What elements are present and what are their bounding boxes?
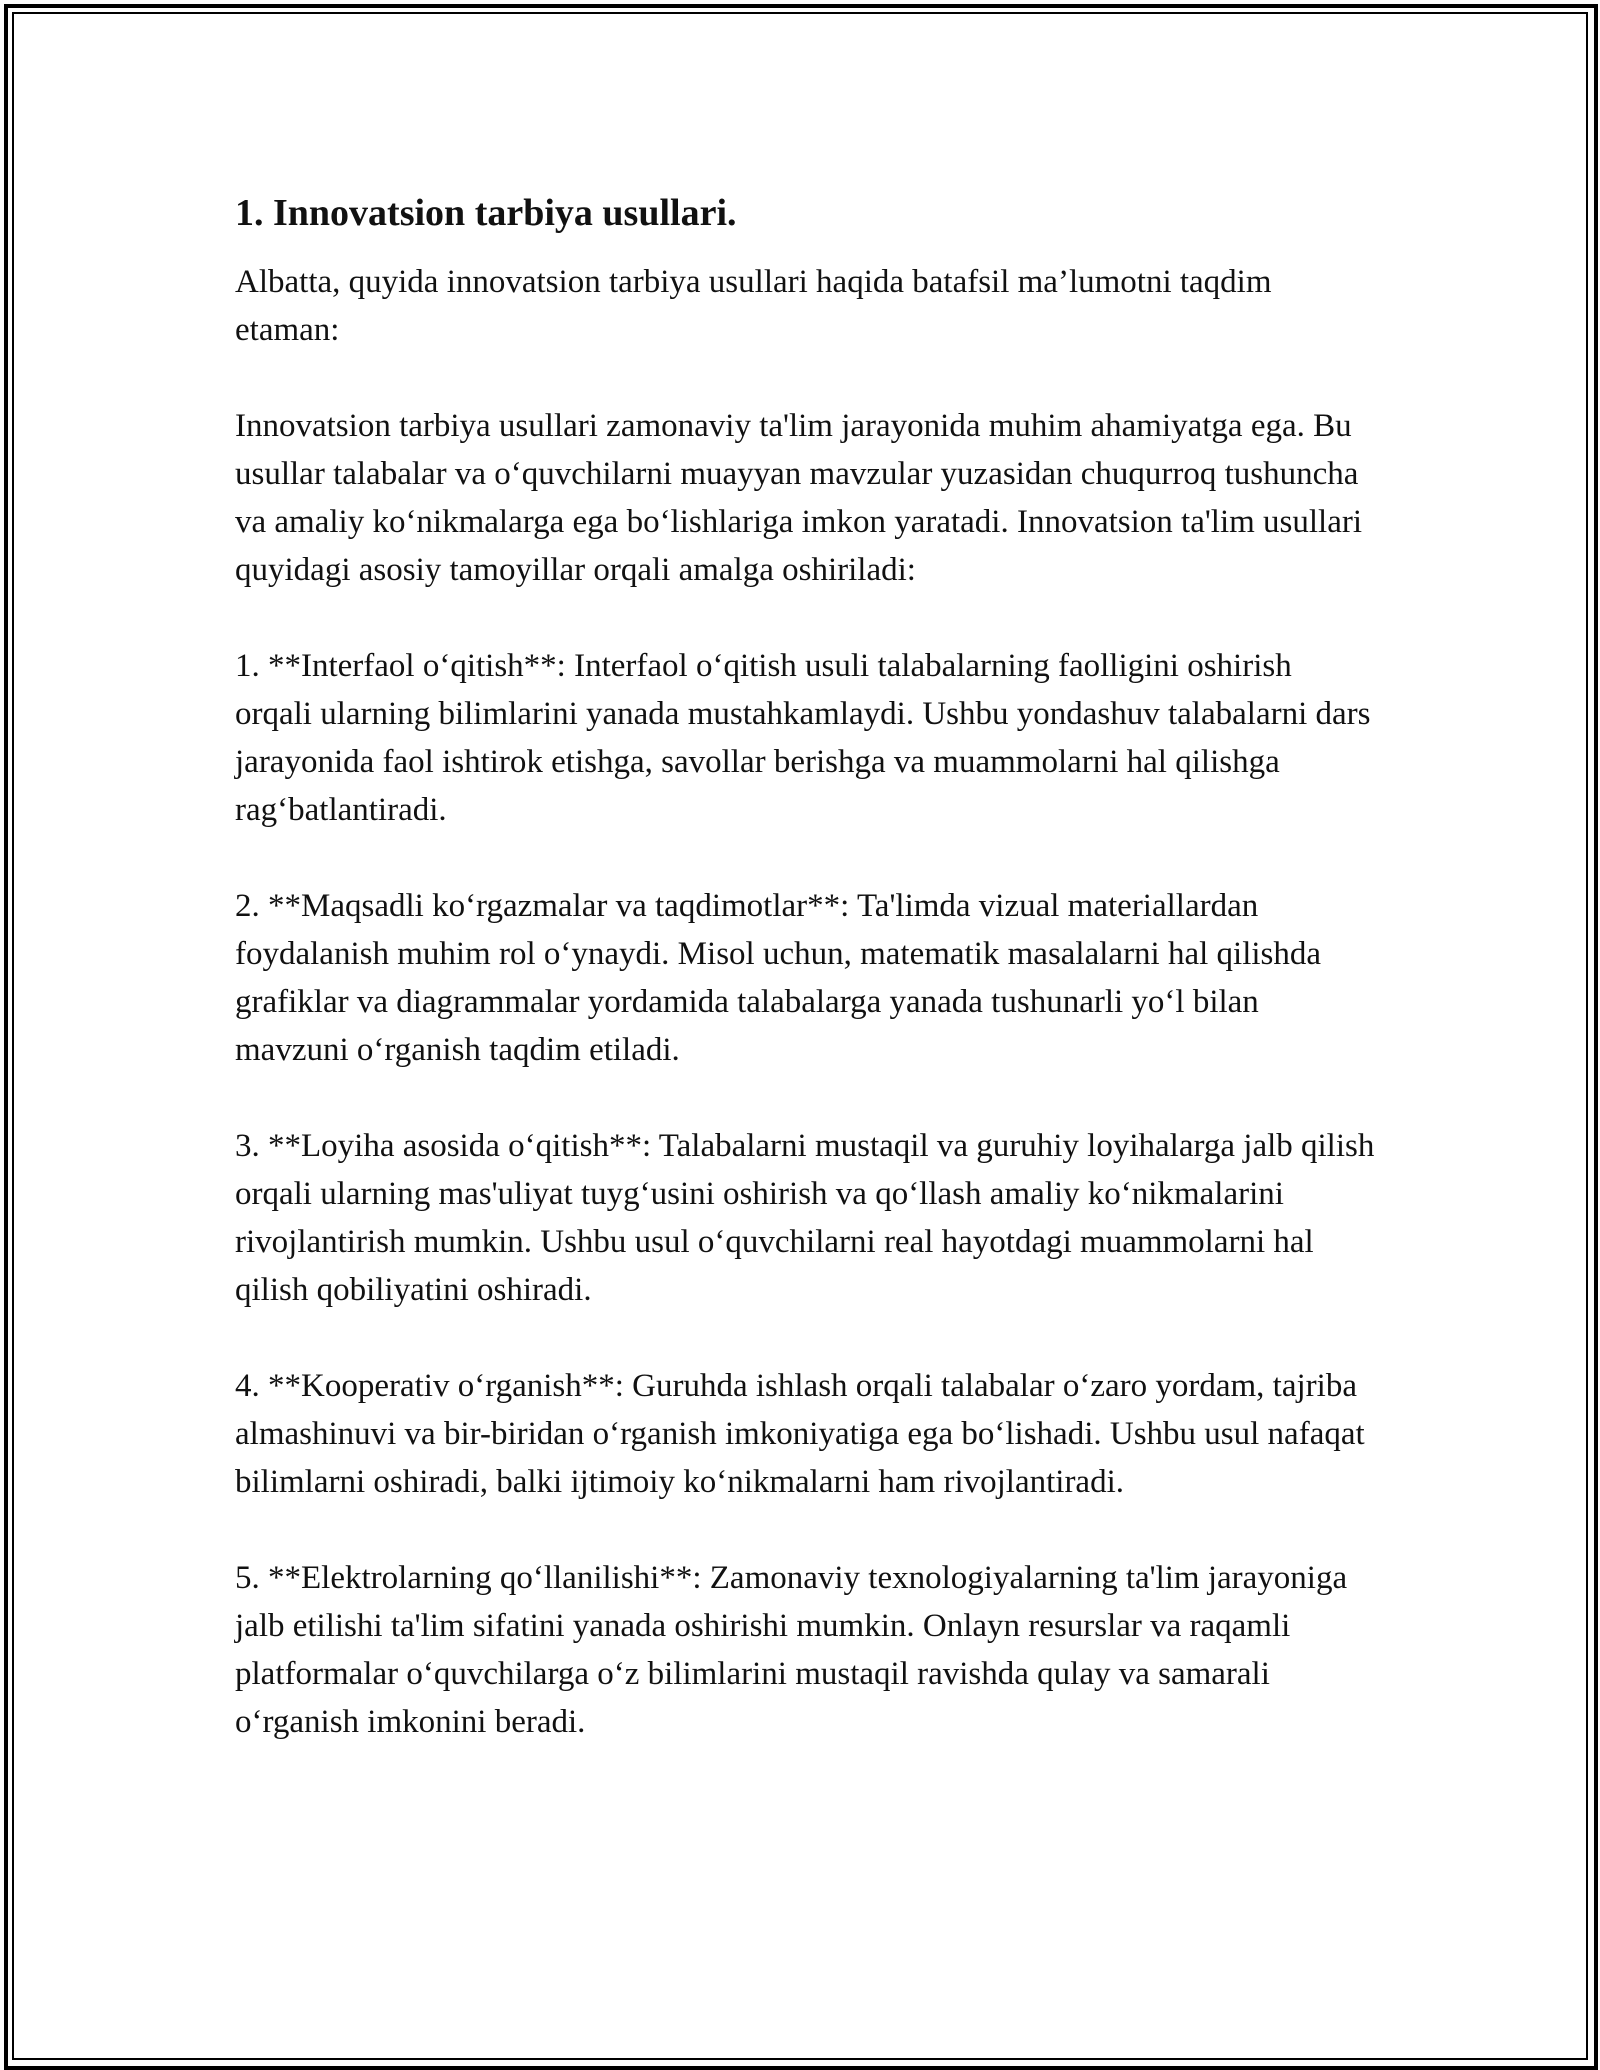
section-title: 1. Innovatsion tarbiya usullari.: [235, 192, 737, 234]
list-item-project-based-learning: 3. **Loyiha asosida o‘qitish**: Talabalarni mustaqil va guruhiy loyihalarga jalb qilish orqali ularning mas'uliyat tuyg‘usini oshirish va qo‘llash amaliy ko‘nikmalarini rivojlantirish mumkin. Ushbu usul o‘quvchilarni real hayotdagi muammolarni hal qilish qobiliyatini oshiradi.: [235, 1128, 1375, 1308]
overview-paragraph: Innovatsion tarbiya usullari zamonaviy ta'lim jarayonida muhim ahamiyatga ega. Bu usullar talabalar va o‘quvchilarni muayyan mavzular yuzasidan chuqurroq tushuncha va amaliy ko‘nikmalarga ega bo‘lishlariga imkon yaratadi. Innovatsion ta'lim usullari quyidagi asosiy tamoyillar orqali amalga oshiriladi:: [235, 408, 1363, 588]
list-item-visual-presentations: 2. **Maqsadli ko‘rgazmalar va taqdimotlar**: Ta'limda vizual materiallardan foydalanish muhim rol o‘ynaydi. Misol uchun, matematik masalalarni hal qilishda grafiklar va diagrammalar yordamida talabalarga yanada tushunarli yo‘l bilan mavzuni o‘rganish taqdim etiladi.: [235, 888, 1322, 1068]
list-item-cooperative-learning: 4. **Kooperativ o‘rganish**: Guruhda ishlash orqali talabalar o‘zaro yordam, tajriba almashinuvi va bir-biridan o‘rganish imkoniyatiga ega bo‘lishadi. Ushbu usul nafaqat bilimlarni oshiradi, balki ijtimoiy ko‘nikmalarni ham rivojlantiradi.: [235, 1368, 1365, 1500]
document-body: [235, 188, 1375, 1794]
list-item-electronic-tools: 5. **Elektrolarning qo‘llanilishi**: Zamonaviy texnologiyalarning ta'lim jarayoniga jalb etilishi ta'lim sifatini yanada oshirishi mumkin. Onlayn resurslar va raqamli platformalar o‘quvchilarga o‘z bilimlarini mustaqil ravishda qulay va samarali o‘rganish imkonini beradi.: [235, 1560, 1348, 1740]
intro-paragraph: Albatta, quyida innovatsion tarbiya usullari haqida batafsil ma’lumotni taqdim etaman:: [235, 264, 1272, 348]
list-item-interactive-learning: 1. **Interfaol o‘qitish**: Interfaol o‘qitish usuli talabalarning faolligini oshirish orqali ularning bilimlarini yanada mustahkamlaydi. Ushbu yondashuv talabalarni dars jarayonida faol ishtirok etishga, savollar berishga va muammolarni hal qilishga rag‘batlantiradi.: [235, 648, 1371, 828]
